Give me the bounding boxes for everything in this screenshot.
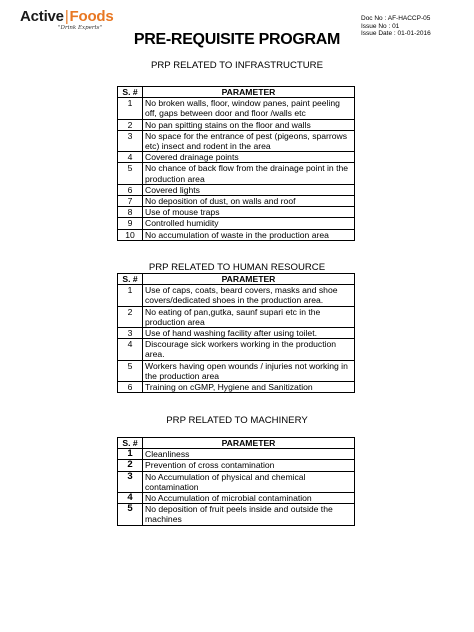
table-row: [118, 471, 355, 492]
column-header-parameter: PARAMETER: [143, 274, 355, 285]
row-parameter: Workers having open wounds / injuries not working in the production area: [143, 360, 355, 381]
table-row: [118, 184, 355, 195]
table-row: [118, 328, 355, 339]
table-row: [118, 229, 355, 240]
row-number: 3: [118, 471, 143, 492]
column-header-sno: S. #: [118, 274, 143, 285]
table-row: [118, 493, 355, 504]
table-row: [118, 339, 355, 360]
row-number: 3: [118, 328, 143, 339]
row-parameter: No eating of pan,gutka, saunf supari etc in the production area: [143, 306, 355, 327]
infrastructure-table: [117, 86, 355, 241]
row-number: 1: [118, 98, 143, 119]
table-row: [118, 285, 355, 306]
row-number: 2: [118, 306, 143, 327]
row-number: 5: [118, 360, 143, 381]
section-title-infrastructure: PRP RELATED TO INFRASTRUCTURE: [150, 60, 323, 71]
table-row: [118, 382, 355, 393]
page-title: PRE-REQUISITE PROGRAM: [133, 31, 341, 48]
row-number: 1: [118, 285, 143, 306]
row-number: 4: [118, 152, 143, 163]
row-parameter: Prevention of cross contamination: [143, 460, 355, 471]
logo-word-active: Active: [20, 8, 64, 25]
table-row: [118, 152, 355, 163]
column-header-parameter: PARAMETER: [143, 438, 355, 449]
table-row: [118, 360, 355, 381]
section-title-human-resource: PRP RELATED TO HUMAN RESOURCE: [148, 262, 326, 273]
doc-number: Doc No : AF-HACCP-05: [361, 15, 431, 22]
column-header-sno: S. #: [118, 87, 143, 98]
logo-separator: |: [64, 8, 69, 25]
row-parameter: Covered drainage points: [143, 152, 355, 163]
table-row: [118, 460, 355, 471]
table-header-row: [118, 438, 355, 449]
row-parameter: Cleanliness: [143, 449, 355, 460]
table-row: [118, 98, 355, 119]
table-header-row: [118, 274, 355, 285]
issue-date: Issue Date : 01-01-2016: [361, 30, 431, 38]
table-row: [118, 130, 355, 151]
row-parameter: Use of mouse traps: [143, 207, 355, 218]
row-number: 10: [118, 229, 143, 240]
human-resource-table: [117, 273, 355, 393]
row-number: 2: [118, 119, 143, 130]
row-parameter: Discourage sick workers working in the production area.: [143, 339, 355, 360]
table-row: [118, 207, 355, 218]
table-row: [118, 218, 355, 229]
row-parameter: No broken walls, floor, window panes, paint peeling off, gaps between door and floor /walls etc: [143, 98, 355, 119]
row-number: 6: [118, 184, 143, 195]
row-parameter: No pan spitting stains on the floor and walls: [143, 119, 355, 130]
row-number: 9: [118, 218, 143, 229]
column-header-sno: S. #: [118, 438, 143, 449]
row-parameter: No chance of back flow from the drainage point in the production area: [143, 163, 355, 184]
row-number: 7: [118, 196, 143, 207]
row-parameter: No accumulation of waste in the production area: [143, 229, 355, 240]
issue-number: Issue No : 01: [361, 22, 400, 30]
row-parameter: Covered lights: [143, 184, 355, 195]
row-parameter: No space for the entrance of pest (pigeons, sparrows etc) insect and rodent in the area: [143, 130, 355, 151]
row-number: 3: [118, 130, 143, 151]
row-number: 5: [118, 163, 143, 184]
table-row: [118, 119, 355, 130]
logo-wordmark: [20, 9, 114, 24]
table-header-row: [118, 87, 355, 98]
row-number: 4: [118, 493, 143, 504]
logo-word-foods: Foods: [69, 8, 114, 25]
row-number: 4: [118, 339, 143, 360]
row-number: 8: [118, 207, 143, 218]
row-number: 5: [118, 504, 143, 525]
table-row: [118, 504, 355, 525]
row-parameter: No Accumulation of physical and chemical contamination: [143, 471, 355, 492]
logo-tagline: "Drink Experts": [58, 25, 103, 31]
column-header-parameter: PARAMETER: [143, 87, 355, 98]
row-parameter: Controlled humidity: [143, 218, 355, 229]
table-row: [118, 449, 355, 460]
row-number: 2: [118, 460, 143, 471]
table-row: [118, 196, 355, 207]
machinery-table: [117, 437, 355, 526]
row-parameter: Training on cGMP, Hygiene and Sanitization: [143, 382, 355, 393]
company-logo: [20, 9, 114, 31]
row-parameter: No deposition of fruit peels inside and outside the machines: [143, 504, 355, 525]
row-parameter: No deposition of dust, on walls and roof: [143, 196, 355, 207]
row-number: 6: [118, 382, 143, 393]
row-parameter: Use of hand washing facility after using toilet.: [143, 328, 355, 339]
row-number: 1: [118, 449, 143, 460]
row-parameter: Use of caps, coats, beard covers, masks and shoe covers/dedicated shoes in the production area.: [143, 285, 355, 306]
section-title-machinery: PRP RELATED TO MACHINERY: [166, 415, 308, 426]
table-row: [118, 163, 355, 184]
table-row: [118, 306, 355, 327]
row-parameter: No Accumulation of microbial contamination: [143, 493, 355, 504]
